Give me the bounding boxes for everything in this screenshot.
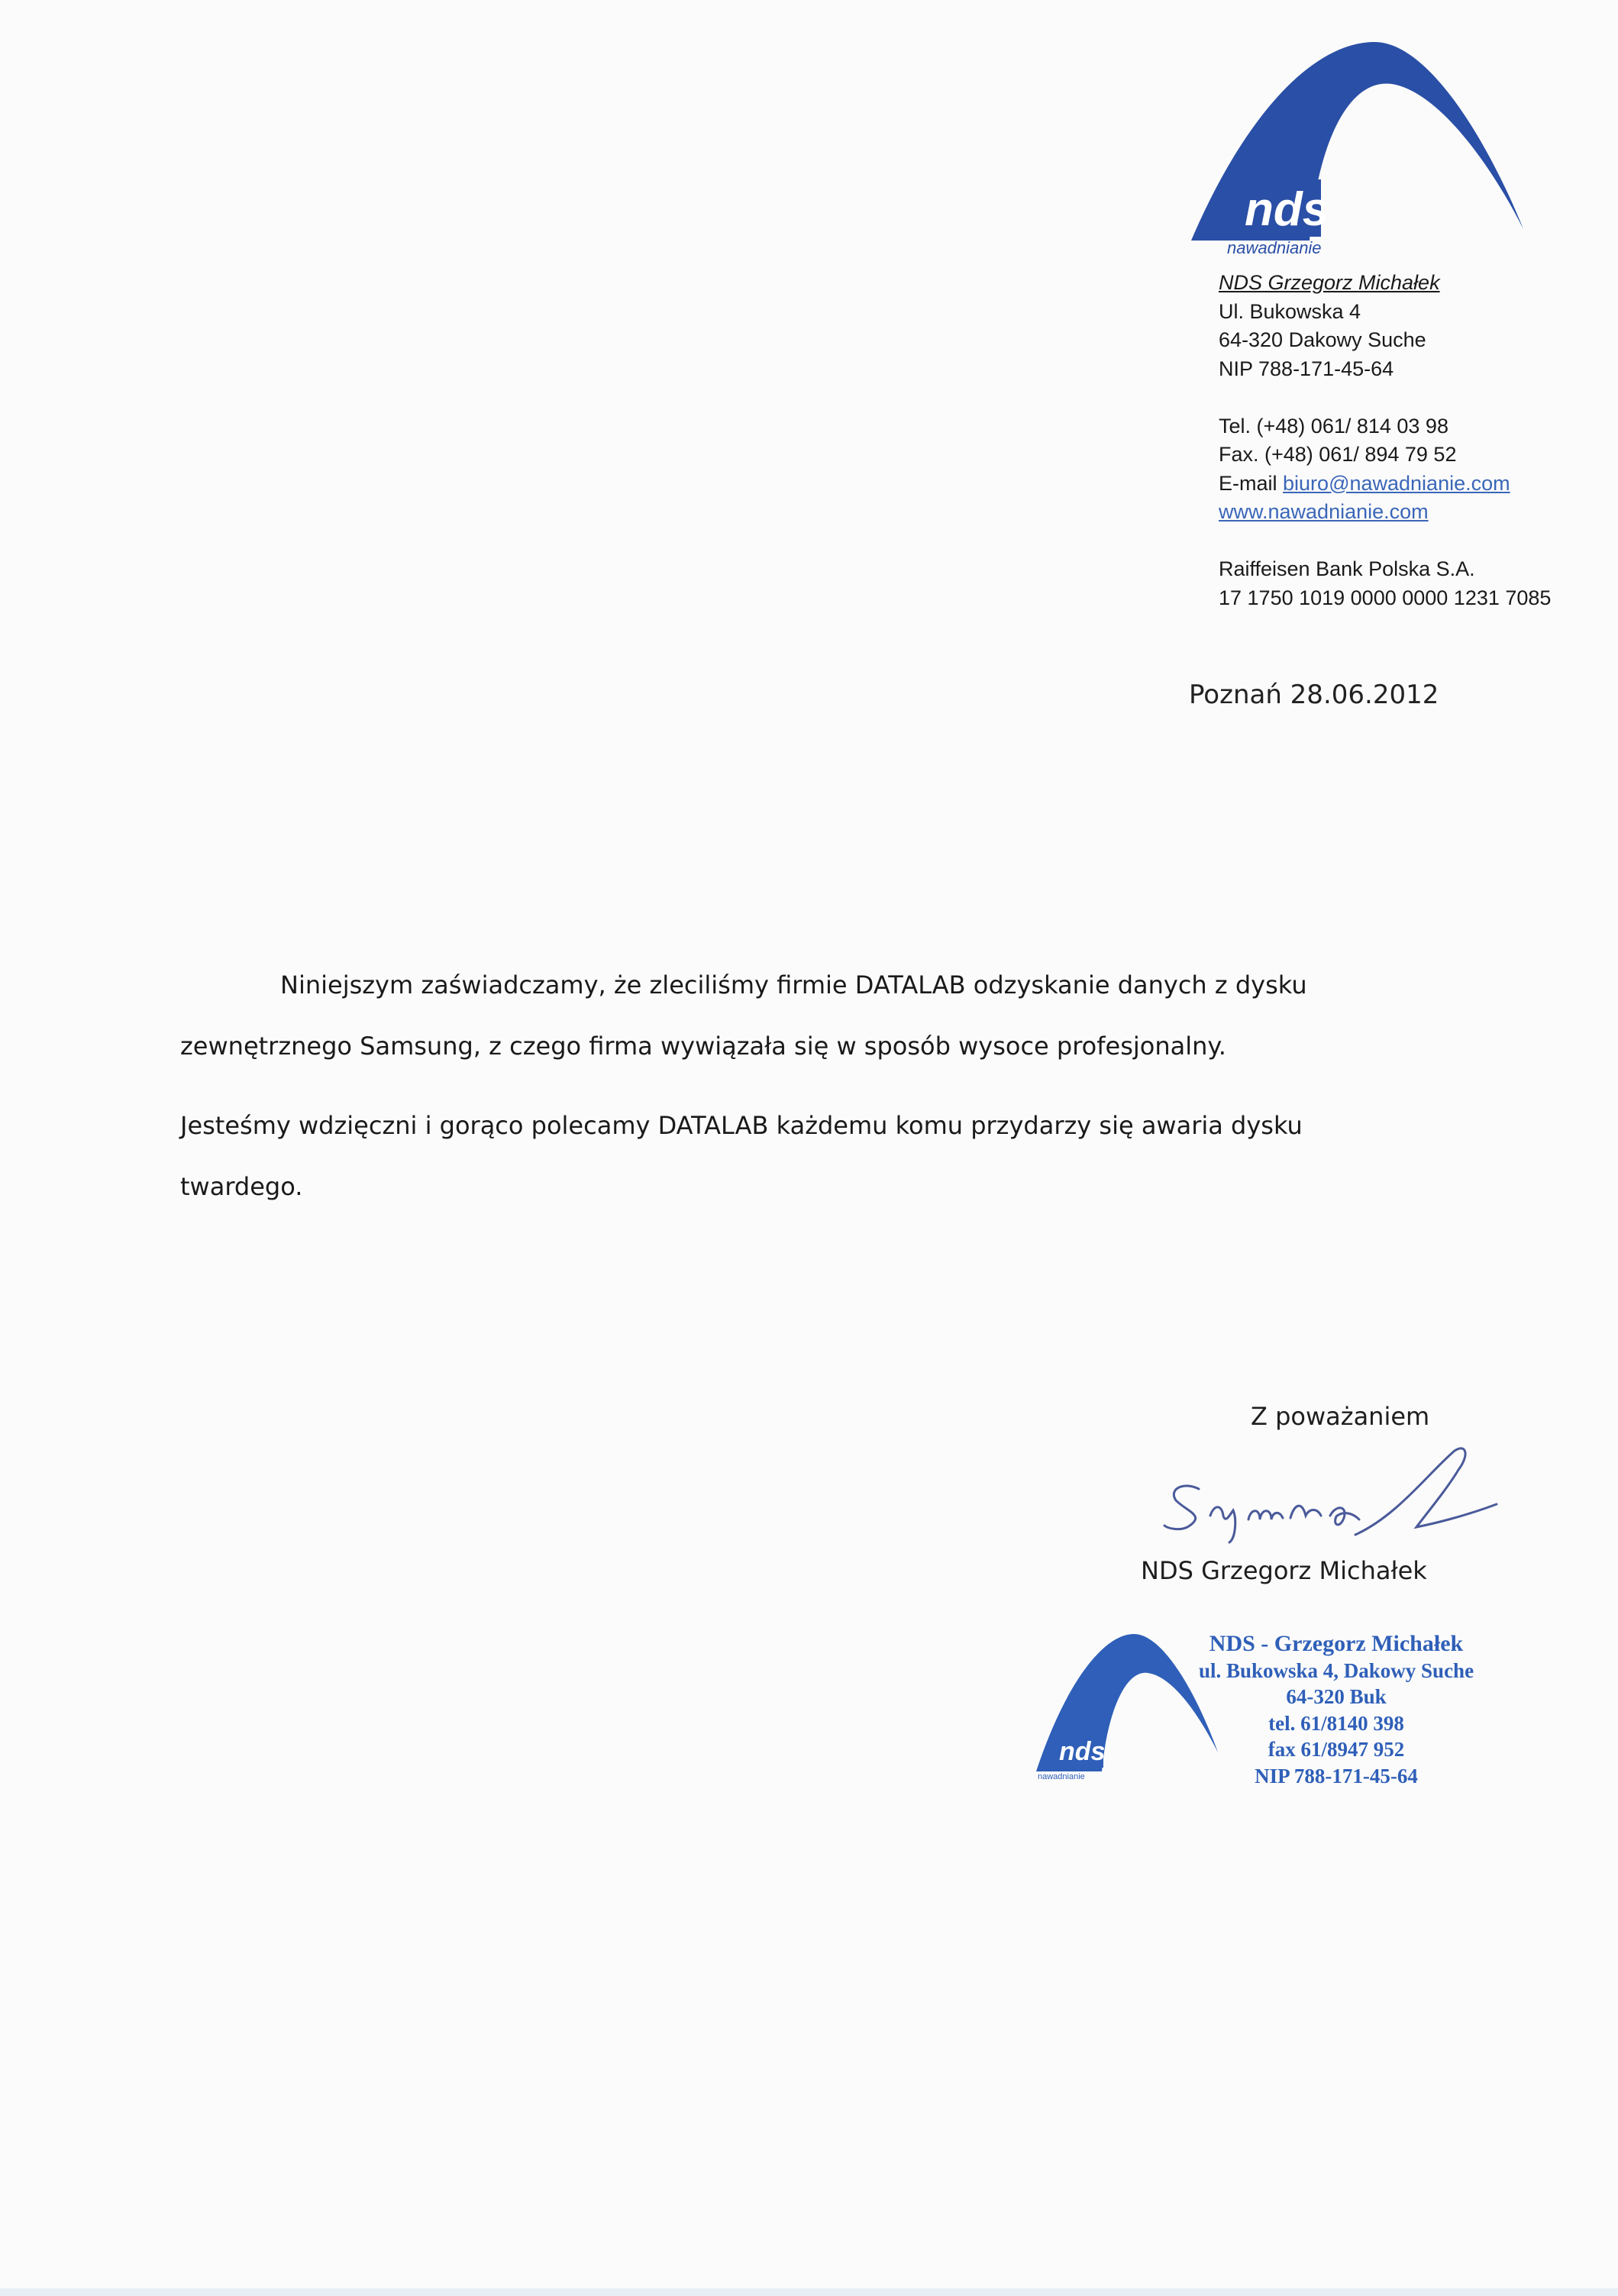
body-paragraph-2: Jesteśmy wdzięczni i gorąco polecamy DATALAB każdemu komu przydarzy się awaria dysku twardego. <box>180 1111 1303 1201</box>
tel: Tel. (+48) 061/ 814 03 98 <box>1219 414 1448 438</box>
stamp-logo-subtext: nawadnianie <box>1038 1772 1085 1781</box>
address-line1: Ul. Bukowska 4 <box>1219 299 1361 323</box>
company-stamp <box>1176 1631 1497 1789</box>
stamp-line: ul. Bukowska 4, Dakowy Suche <box>1198 1658 1474 1682</box>
nds-logo-graphic <box>1187 38 1527 258</box>
website-link[interactable]: www.nawadnianie.com <box>1219 500 1429 523</box>
email-line <box>1219 470 1551 499</box>
closing: Z poważaniem <box>1251 1402 1430 1431</box>
company-info <box>1219 269 1551 612</box>
body-paragraph-1: Niniejszym zaświadczamy, że zleciliśmy firmie DATALAB odzyskanie danych z dysku zewnętrznego Samsung, z czego firma wywiązała się w sposób wysoce profesjonalny. <box>180 970 1307 1061</box>
signer-name: NDS Grzegorz Michałek <box>1141 1556 1427 1585</box>
nip: NIP 788-171-45-64 <box>1219 357 1394 380</box>
address-line2: 64-320 Dakowy Suche <box>1219 328 1426 351</box>
bank-name: Raiffeisen Bank Polska S.A. <box>1219 557 1475 580</box>
scan-edge <box>0 2288 1618 2296</box>
stamp-line: NDS - Grzegorz Michałek <box>1209 1631 1464 1656</box>
letter-body <box>180 954 1341 1217</box>
stamp-line: 64-320 Buk <box>1286 1685 1387 1708</box>
company-name: NDS Grzegorz Michałek <box>1219 271 1440 294</box>
bank-account: 17 1750 1019 0000 0000 1231 7085 <box>1219 586 1552 609</box>
letterhead-logo <box>1187 38 1527 258</box>
email-label: E-mail <box>1219 471 1277 495</box>
logo-text: nds <box>1245 183 1329 236</box>
stamp-line: fax 61/8947 952 <box>1268 1738 1405 1761</box>
logo-subtext: nawadnianie <box>1227 238 1322 257</box>
stamp-line: tel. 61/8140 398 <box>1268 1711 1404 1735</box>
stamp-logo-text: nds <box>1059 1737 1106 1766</box>
handwritten-signature <box>1153 1443 1504 1550</box>
stamp-line: NIP 788-171-45-64 <box>1255 1764 1418 1787</box>
fax: Fax. (+48) 061/ 894 79 52 <box>1219 443 1457 466</box>
email-link[interactable]: biuro@nawadnianie.com <box>1283 471 1510 495</box>
letter-date: Poznań 28.06.2012 <box>1189 680 1439 710</box>
